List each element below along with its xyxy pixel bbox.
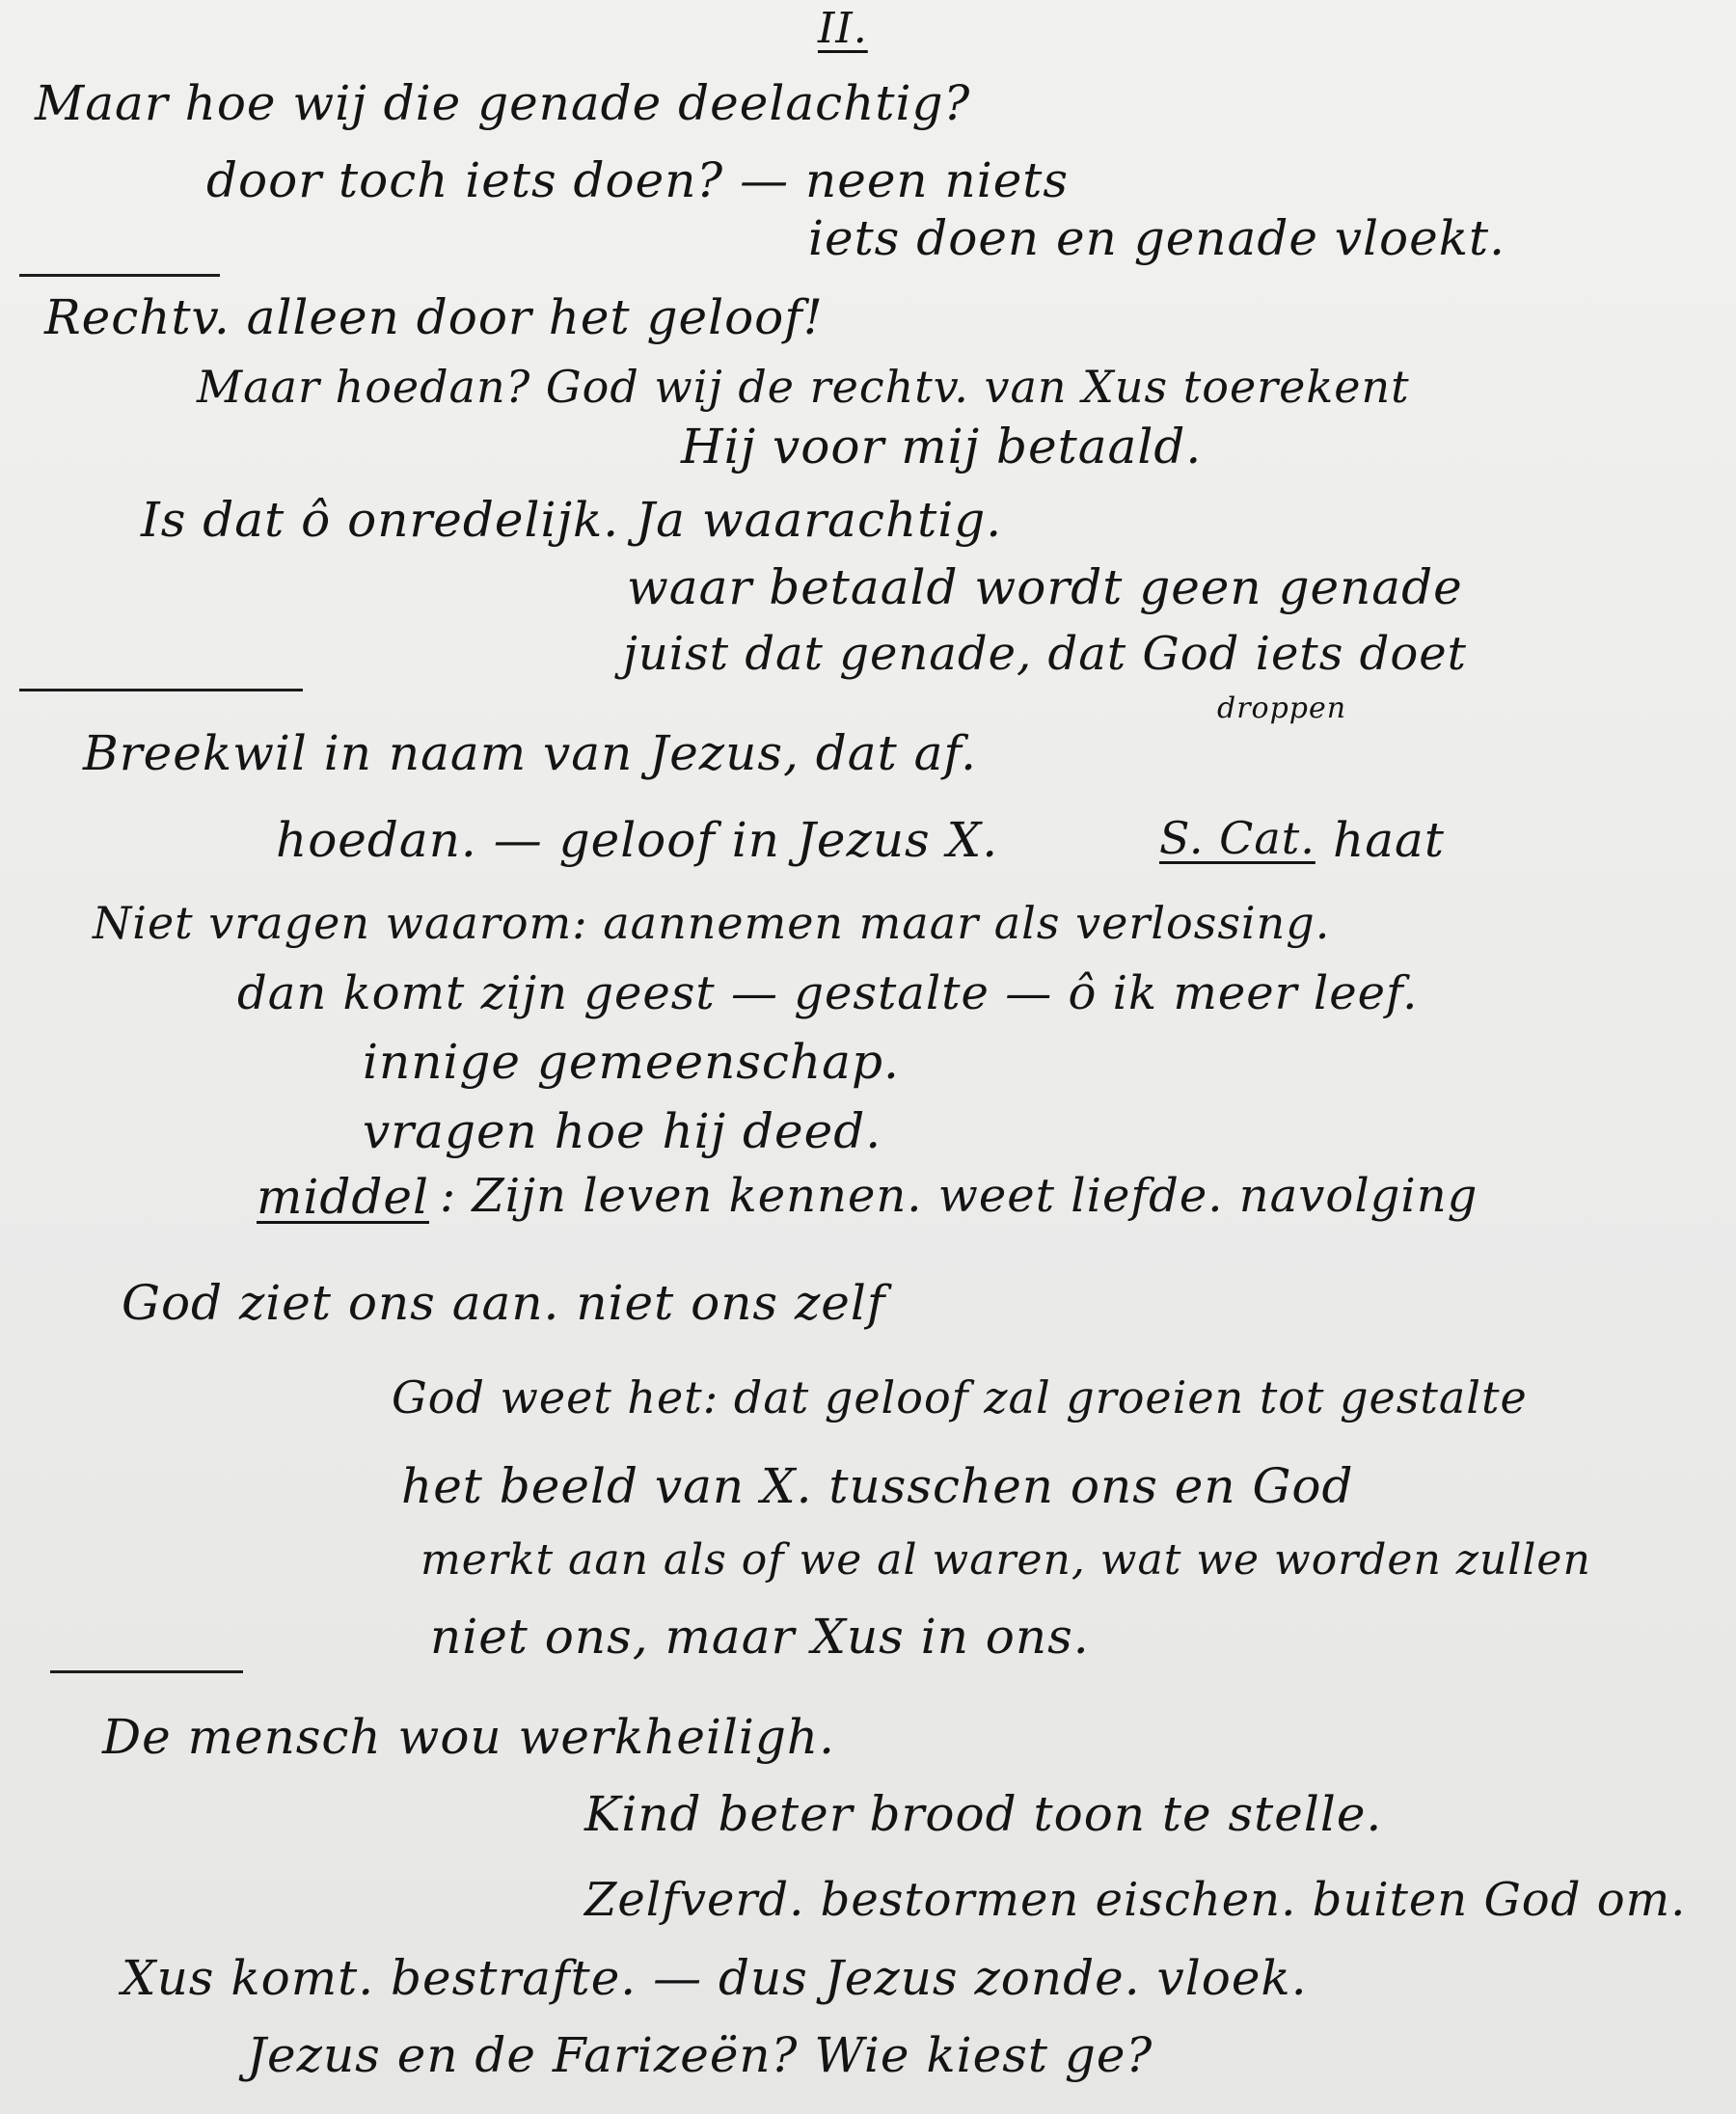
note-line: Jezus en de Farizeën? Wie kiest ge? (247, 2027, 1153, 2083)
note-line: Xus komt. bestrafte. — dus Jezus zonde. vloek. (122, 1950, 1308, 2006)
note-line: De mensch wou werkheiligh. (102, 1709, 835, 1765)
note-line: haat (1333, 812, 1445, 868)
page-number: II. (818, 4, 868, 53)
note-line: Zelfverd. bestormen eischen. buiten God om. (584, 1873, 1687, 1927)
note-line: iets doen en genade vloekt. (808, 210, 1506, 266)
note-line: God weet het: dat geloof zal groeien tot gestalte (392, 1371, 1528, 1423)
note-line: Breekwil in naam van Jezus, dat af. (83, 725, 978, 781)
note-line: Maar hoe wij die genade deelachtig? (35, 75, 971, 131)
note-line: juist dat genade, dat God iets doet (623, 627, 1467, 681)
note-line: door toch iets doen? — neen niets (206, 152, 1070, 208)
note-line: Kind beter brood toon te stelle. (584, 1786, 1383, 1842)
section-divider (50, 1670, 243, 1673)
note-line: Niet vragen waarom: aannemen maar als verlossing. (93, 897, 1331, 949)
note-line: : Zijn leven kennen. weet liefde. navolging (440, 1169, 1478, 1223)
note-line: waar betaald wordt geen genade (627, 559, 1463, 615)
note-line: dan komt zijn geest — gestalte — ô ik meer leef. (237, 966, 1419, 1020)
note-line: hoedan. — geloof in Jezus X. (276, 812, 999, 868)
note-line: innige gemeenschap. (363, 1034, 900, 1090)
note-line: God ziet ons aan. niet ons zelf (122, 1275, 886, 1331)
note-line: Rechtv. alleen door het geloof! (44, 289, 824, 345)
note-line: merkt aan als of we al waren, wat we worden zullen (420, 1535, 1591, 1585)
note-line: middel (257, 1169, 429, 1225)
note-line: droppen (1217, 691, 1347, 725)
note-line: het beeld van X. tusschen ons en God (401, 1458, 1354, 1514)
note-line: niet ons, maar Xus in ons. (430, 1609, 1090, 1665)
note-line: Hij voor mij betaald. (681, 419, 1203, 474)
section-divider (19, 689, 303, 691)
section-divider (19, 274, 220, 277)
note-line: Maar hoedan? God wij de rechtv. van Xus toerekent (197, 361, 1410, 413)
note-line: S. Cat. (1159, 812, 1316, 864)
note-line: vragen hoe hij deed. (363, 1103, 882, 1159)
note-line: Is dat ô onredelijk. Ja waarachtig. (141, 492, 1003, 548)
